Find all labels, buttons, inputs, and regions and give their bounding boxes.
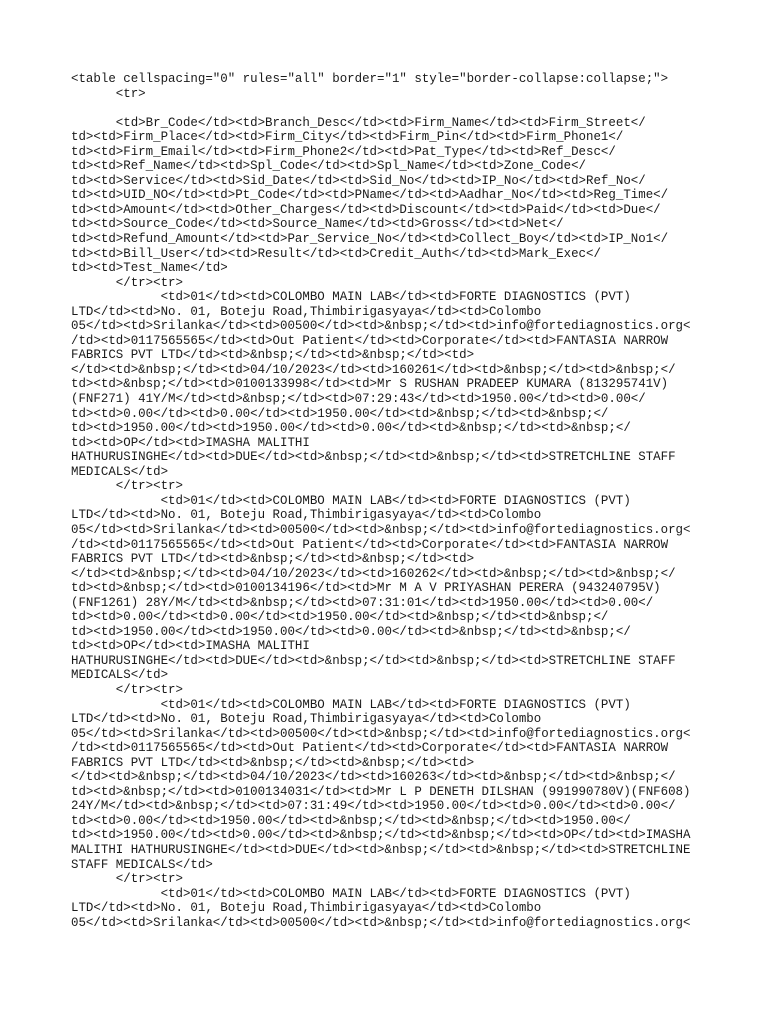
source-line: (FNF1261) 28Y/M</td><td>&nbsp;</td><td>07:31:01</td><td>1950.00</td><td>0.00</ bbox=[71, 595, 654, 610]
source-line: </tr><tr> bbox=[71, 682, 183, 697]
source-line: /td><td>0117565565</td><td>Out Patient</td><td>Corporate</td><td>FANTASIA NARROW bbox=[71, 333, 669, 348]
source-line: <td>01</td><td>COLOMBO MAIN LAB</td><td>FORTE DIAGNOSTICS (PVT) bbox=[71, 493, 631, 508]
source-line: 05</td><td>Srilanka</td><td>00500</td><td>&nbsp;</td><td>info@fortediagnostics.org< bbox=[71, 522, 691, 537]
source-line: <td>01</td><td>COLOMBO MAIN LAB</td><td>FORTE DIAGNOSTICS (PVT) bbox=[71, 697, 631, 712]
source-line: td><td>&nbsp;</td><td>0100134031</td><td>Mr L P DENETH DILSHAN (991990780V)(FNF608) bbox=[71, 784, 691, 799]
source-line: td><td>Test_Name</td> bbox=[71, 261, 228, 276]
source-line: <td>Br_Code</td><td>Branch_Desc</td><td>Firm_Name</td><td>Firm_Street</ bbox=[71, 115, 646, 130]
source-line: td><td>1950.00</td><td>1950.00</td><td>0.00</td><td>&nbsp;</td><td>&nbsp;</ bbox=[71, 421, 631, 436]
source-line: 05</td><td>Srilanka</td><td>00500</td><td>&nbsp;</td><td>info@fortediagnostics.org< bbox=[71, 726, 691, 741]
source-line: /td><td>0117565565</td><td>Out Patient</td><td>Corporate</td><td>FANTASIA NARROW bbox=[71, 537, 669, 552]
source-line: td><td>OP</td><td>IMASHA MALITHI bbox=[71, 435, 310, 450]
source-line: <td>01</td><td>COLOMBO MAIN LAB</td><td>FORTE DIAGNOSTICS (PVT) bbox=[71, 886, 631, 901]
source-line: td><td>OP</td><td>IMASHA MALITHI bbox=[71, 639, 310, 654]
source-line: (FNF271) 41Y/M</td><td>&nbsp;</td><td>07:29:43</td><td>1950.00</td><td>0.00</ bbox=[71, 392, 646, 407]
source-line: LTD</td><td>No. 01, Boteju Road,Thimbirigasyaya</td><td>Colombo bbox=[71, 901, 542, 916]
source-line: <table cellspacing="0" rules="all" border="1" style="border-collapse:collapse;"> bbox=[71, 72, 669, 86]
source-line: </tr><tr> bbox=[71, 275, 183, 290]
source-line: FABRICS PVT LTD</td><td>&nbsp;</td><td>&nbsp;</td><td> bbox=[71, 348, 475, 363]
source-line: </td><td>&nbsp;</td><td>04/10/2023</td><td>160261</td><td>&nbsp;</td><td>&nbsp;</ bbox=[71, 362, 676, 377]
source-line: td><td>&nbsp;</td><td>0100134196</td><td>Mr M A V PRIYASHAN PERERA (943240795V) bbox=[71, 581, 661, 596]
source-line: FABRICS PVT LTD</td><td>&nbsp;</td><td>&nbsp;</td><td> bbox=[71, 552, 475, 567]
source-line: <tr> bbox=[71, 86, 146, 101]
source-line: td><td>0.00</td><td>1950.00</td><td>&nbsp;</td><td>&nbsp;</td><td>1950.00</ bbox=[71, 813, 631, 828]
source-line: HATHURUSINGHE</td><td>DUE</td><td>&nbsp;</td><td>&nbsp;</td><td>STRETCHLINE STAFF bbox=[71, 653, 676, 668]
source-line: td><td>&nbsp;</td><td>0100133998</td><td>Mr S RUSHAN PRADEEP KUMARA (813295741V) bbox=[71, 377, 669, 392]
source-line: MEDICALS</td> bbox=[71, 464, 169, 479]
source-line: td><td>Amount</td><td>Other_Charges</td><td>Discount</td><td>Paid</td><td>Due</ bbox=[71, 202, 661, 217]
source-line: td><td>Bill_User</td><td>Result</td><td>Credit_Auth</td><td>Mark_Exec</ bbox=[71, 246, 601, 261]
source-line: LTD</td><td>No. 01, Boteju Road,Thimbirigasyaya</td><td>Colombo bbox=[71, 508, 542, 523]
source-line: <td>01</td><td>COLOMBO MAIN LAB</td><td>FORTE DIAGNOSTICS (PVT) bbox=[71, 290, 631, 305]
source-line: </tr><tr> bbox=[71, 479, 183, 494]
source-line: td><td>1950.00</td><td>0.00</td><td>&nbsp;</td><td>&nbsp;</td><td>OP</td><td>IMASHA bbox=[71, 828, 691, 843]
source-line: LTD</td><td>No. 01, Boteju Road,Thimbirigasyaya</td><td>Colombo bbox=[71, 712, 542, 727]
source-line: </td><td>&nbsp;</td><td>04/10/2023</td><td>160262</td><td>&nbsp;</td><td>&nbsp;</ bbox=[71, 566, 676, 581]
source-line: MALITHI HATHURUSINGHE</td><td>DUE</td><td>&nbsp;</td><td>&nbsp;</td><td>STRETCHLINE bbox=[71, 842, 691, 857]
source-line: 05</td><td>Srilanka</td><td>00500</td><td>&nbsp;</td><td>info@fortediagnostics.org< bbox=[71, 319, 691, 334]
source-line: </td><td>&nbsp;</td><td>04/10/2023</td><td>160263</td><td>&nbsp;</td><td>&nbsp;</ bbox=[71, 770, 676, 785]
source-line: td><td>Ref_Name</td><td>Spl_Code</td><td>Spl_Name</td><td>Zone_Code</ bbox=[71, 159, 586, 174]
source-line: LTD</td><td>No. 01, Boteju Road,Thimbirigasyaya</td><td>Colombo bbox=[71, 304, 542, 319]
source-line: FABRICS PVT LTD</td><td>&nbsp;</td><td>&nbsp;</td><td> bbox=[71, 755, 475, 770]
source-line: 24Y/M</td><td>&nbsp;</td><td>07:31:49</td><td>1950.00</td><td>0.00</td><td>0.00</ bbox=[71, 799, 676, 814]
source-line: td><td>UID_NO</td><td>Pt_Code</td><td>PName</td><td>Aadhar_No</td><td>Reg_Time</ bbox=[71, 188, 669, 203]
source-line: td><td>0.00</td><td>0.00</td><td>1950.00</td><td>&nbsp;</td><td>&nbsp;</ bbox=[71, 406, 609, 421]
source-line: td><td>Source_Code</td><td>Source_Name</td><td>Gross</td><td>Net</ bbox=[71, 217, 564, 232]
source-line: MEDICALS</td> bbox=[71, 668, 169, 683]
source-line: </tr><tr> bbox=[71, 872, 183, 887]
html-source-text bbox=[71, 72, 761, 930]
source-line: HATHURUSINGHE</td><td>DUE</td><td>&nbsp;</td><td>&nbsp;</td><td>STRETCHLINE STAFF bbox=[71, 450, 676, 465]
source-line: td><td>0.00</td><td>0.00</td><td>1950.00</td><td>&nbsp;</td><td>&nbsp;</ bbox=[71, 610, 609, 625]
source-line: 05</td><td>Srilanka</td><td>00500</td><td>&nbsp;</td><td>info@fortediagnostics.org< bbox=[71, 915, 691, 930]
source-line: td><td>Firm_Place</td><td>Firm_City</td><td>Firm_Pin</td><td>Firm_Phone1</ bbox=[71, 130, 624, 145]
source-line: td><td>1950.00</td><td>1950.00</td><td>0.00</td><td>&nbsp;</td><td>&nbsp;</ bbox=[71, 624, 631, 639]
source-line: STAFF MEDICALS</td> bbox=[71, 857, 213, 872]
source-line bbox=[71, 101, 761, 116]
source-line: td><td>Firm_Email</td><td>Firm_Phone2</td><td>Pat_Type</td><td>Ref_Desc</ bbox=[71, 144, 616, 159]
source-line: td><td>Service</td><td>Sid_Date</td><td>Sid_No</td><td>IP_No</td><td>Ref_No</ bbox=[71, 173, 646, 188]
source-line: td><td>Refund_Amount</td><td>Par_Service_No</td><td>Collect_Boy</td><td>IP_No1</ bbox=[71, 232, 669, 247]
source-line: /td><td>0117565565</td><td>Out Patient</td><td>Corporate</td><td>FANTASIA NARROW bbox=[71, 741, 669, 756]
